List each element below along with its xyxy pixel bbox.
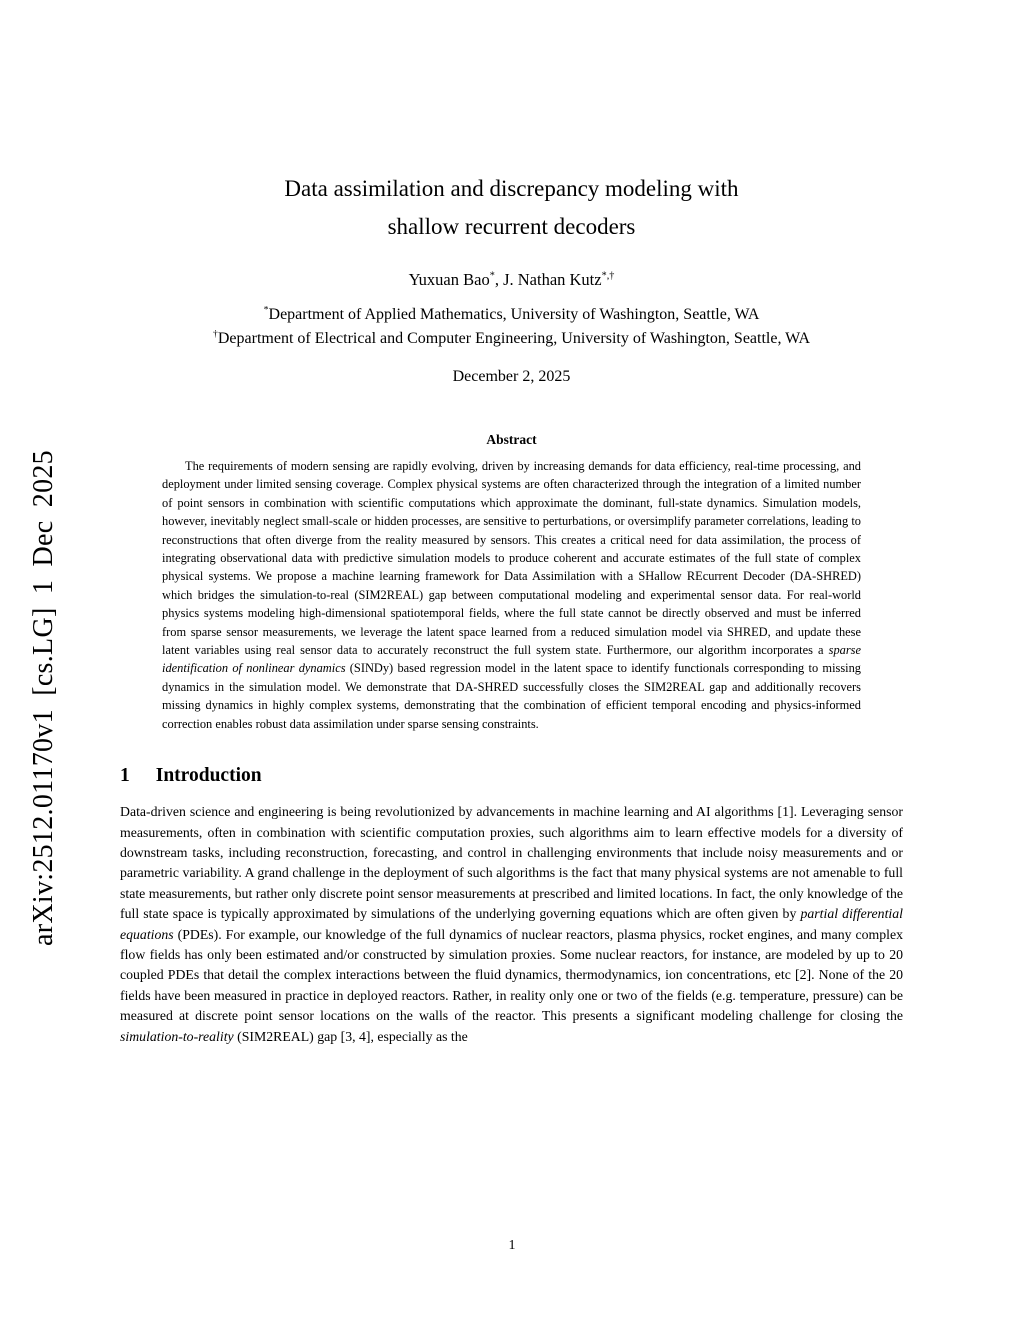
introduction-italic-2: simulation-to-reality: [120, 1028, 234, 1044]
introduction-text: [120, 802, 903, 1047]
affiliation-1-mark: *: [263, 304, 269, 316]
author-1-mark: *: [489, 270, 495, 282]
title-line-1: Data assimilation and discrepancy modeling with: [284, 176, 739, 201]
authors-separator: ,: [494, 270, 504, 289]
authors-line: [120, 270, 903, 290]
section-title: Introduction: [155, 765, 262, 787]
introduction-part-3: (SIM2REAL) gap [3, 4], especially as the: [233, 1028, 468, 1044]
introduction-italic-1: partial differential equations: [120, 906, 903, 942]
paper-title: [120, 170, 903, 246]
author-1-name: Yuxuan Bao: [408, 270, 490, 289]
abstract-heading: Abstract: [486, 432, 537, 447]
abstract-text: [162, 457, 861, 733]
author-2-name: J. Nathan Kutz: [503, 270, 602, 289]
affiliation-2: [120, 327, 903, 351]
introduction-part-2: (PDEs). For example, our knowledge of the full dynamics of nuclear reactors, plasma physics, rocket engines, and many complex flow fields has only been estimated and/or constructed by simulation proxies. Some nuclear reactors, for instance, are modeled by up to 20 coupled PDEs that detail the complex interactions between the fluid dynamics, thermodynamics, ion concentrations, etc [2]. None of the 20 fields have been measured in practice in deployed reactors. Rather, in reality only one or two of the fields (e.g. temperature, pressure) can be measured at discrete point sensor locations on the walls of the reactor. This presents a significant modeling challenge for closing the: [120, 926, 903, 1024]
affiliation-2-mark: †: [212, 328, 218, 340]
abstract-part-2: (SINDy) based regression model in the latent space to identify functionals corresponding to missing dynamics in the simulation model. We demonstrate that DA-SHRED successfully closes the SIM2REAL gap and additionally recovers missing dynamics in highly complex systems, demonstrating that the combination of efficient temporal encoding and physics-informed correction enables robust data assimilation under sparse sensing constraints.: [162, 661, 861, 731]
affiliations: [120, 303, 903, 351]
abstract-italic-1: sparse identification of nonlinear dynamics: [162, 643, 861, 676]
affiliation-1: [120, 303, 903, 327]
paper-date: December 2, 2025: [452, 368, 571, 385]
author-2-mark: *,†: [601, 270, 615, 282]
title-line-2: shallow recurrent decoders: [387, 214, 636, 239]
affiliation-1-text: Department of Applied Mathematics, University of Washington, Seattle, WA: [268, 306, 760, 323]
abstract-part-1: The requirements of modern sensing are rapidly evolving, driven by increasing demands for data efficiency, real-time processing, and deployment under limited sensing coverage. Complex physical systems are often characterized through the integration of a limited number of point sensors in combination with scientific computations which approximate the dominant, full-state dynamics. Simulation models, however, inevitably neglect small-scale or hidden processes, are sensitive to perturbations, or oversimplify parameter correlations, leading to reconstructions that often diverge from the reality measured by sensors. This creates a critical need for data assimilation, the process of integrating observational data with predictive simulation models to produce coherent and accurate estimates of the full state of complex physical systems. We propose a machine learning framework for Data Assimilation with a SHallow REcurrent Decoder (DA-SHRED) which bridges the simulation-to-real (SIM2REAL) gap between computational modeling and experimental sensor data. For real-world physics systems modeling high-dimensional spatiotemporal fields, where the full state cannot be directly observed and must be inferred from sparse sensor measurements, we leverage the latent space learned from a reduced simulation model via SHRED, and update these latent variables using real sensor data to accurately reconstruct the full system state. Furthermore, our algorithm incorporates a: [162, 459, 861, 658]
introduction-part-1: Data-driven science and engineering is being revolutionized by advancements in machine learning and AI algorithms [1]. Leveraging sensor measurements, often in combination with scientific computation proxies, such algorithms aim to learn effective models for a diversity of downstream tasks, including reconstruction, forecasting, and control in challenging environments that include noisy measurements and or parametric variability. A grand challenge in the deployment of such algorithms is the fact that many physical systems are not amenable to full state measurements, but rather only discrete point sensor measurements at prescribed and limited locations. In fact, the only knowledge of the full state space is typically approximated by simulations of the underlying governing equations which are often given by: [120, 804, 903, 922]
page-number: 1: [508, 1238, 516, 1253]
paper-content: [120, 0, 903, 1047]
section-heading-introduction: [120, 764, 903, 788]
arxiv-stamp: arXiv:2512.01170v1 [cs.LG] 1 Dec 2025: [28, 450, 59, 946]
affiliation-2-text: Department of Electrical and Computer Engineering, University of Washington, Seattle, WA: [217, 330, 811, 347]
section-number: 1: [120, 765, 130, 787]
